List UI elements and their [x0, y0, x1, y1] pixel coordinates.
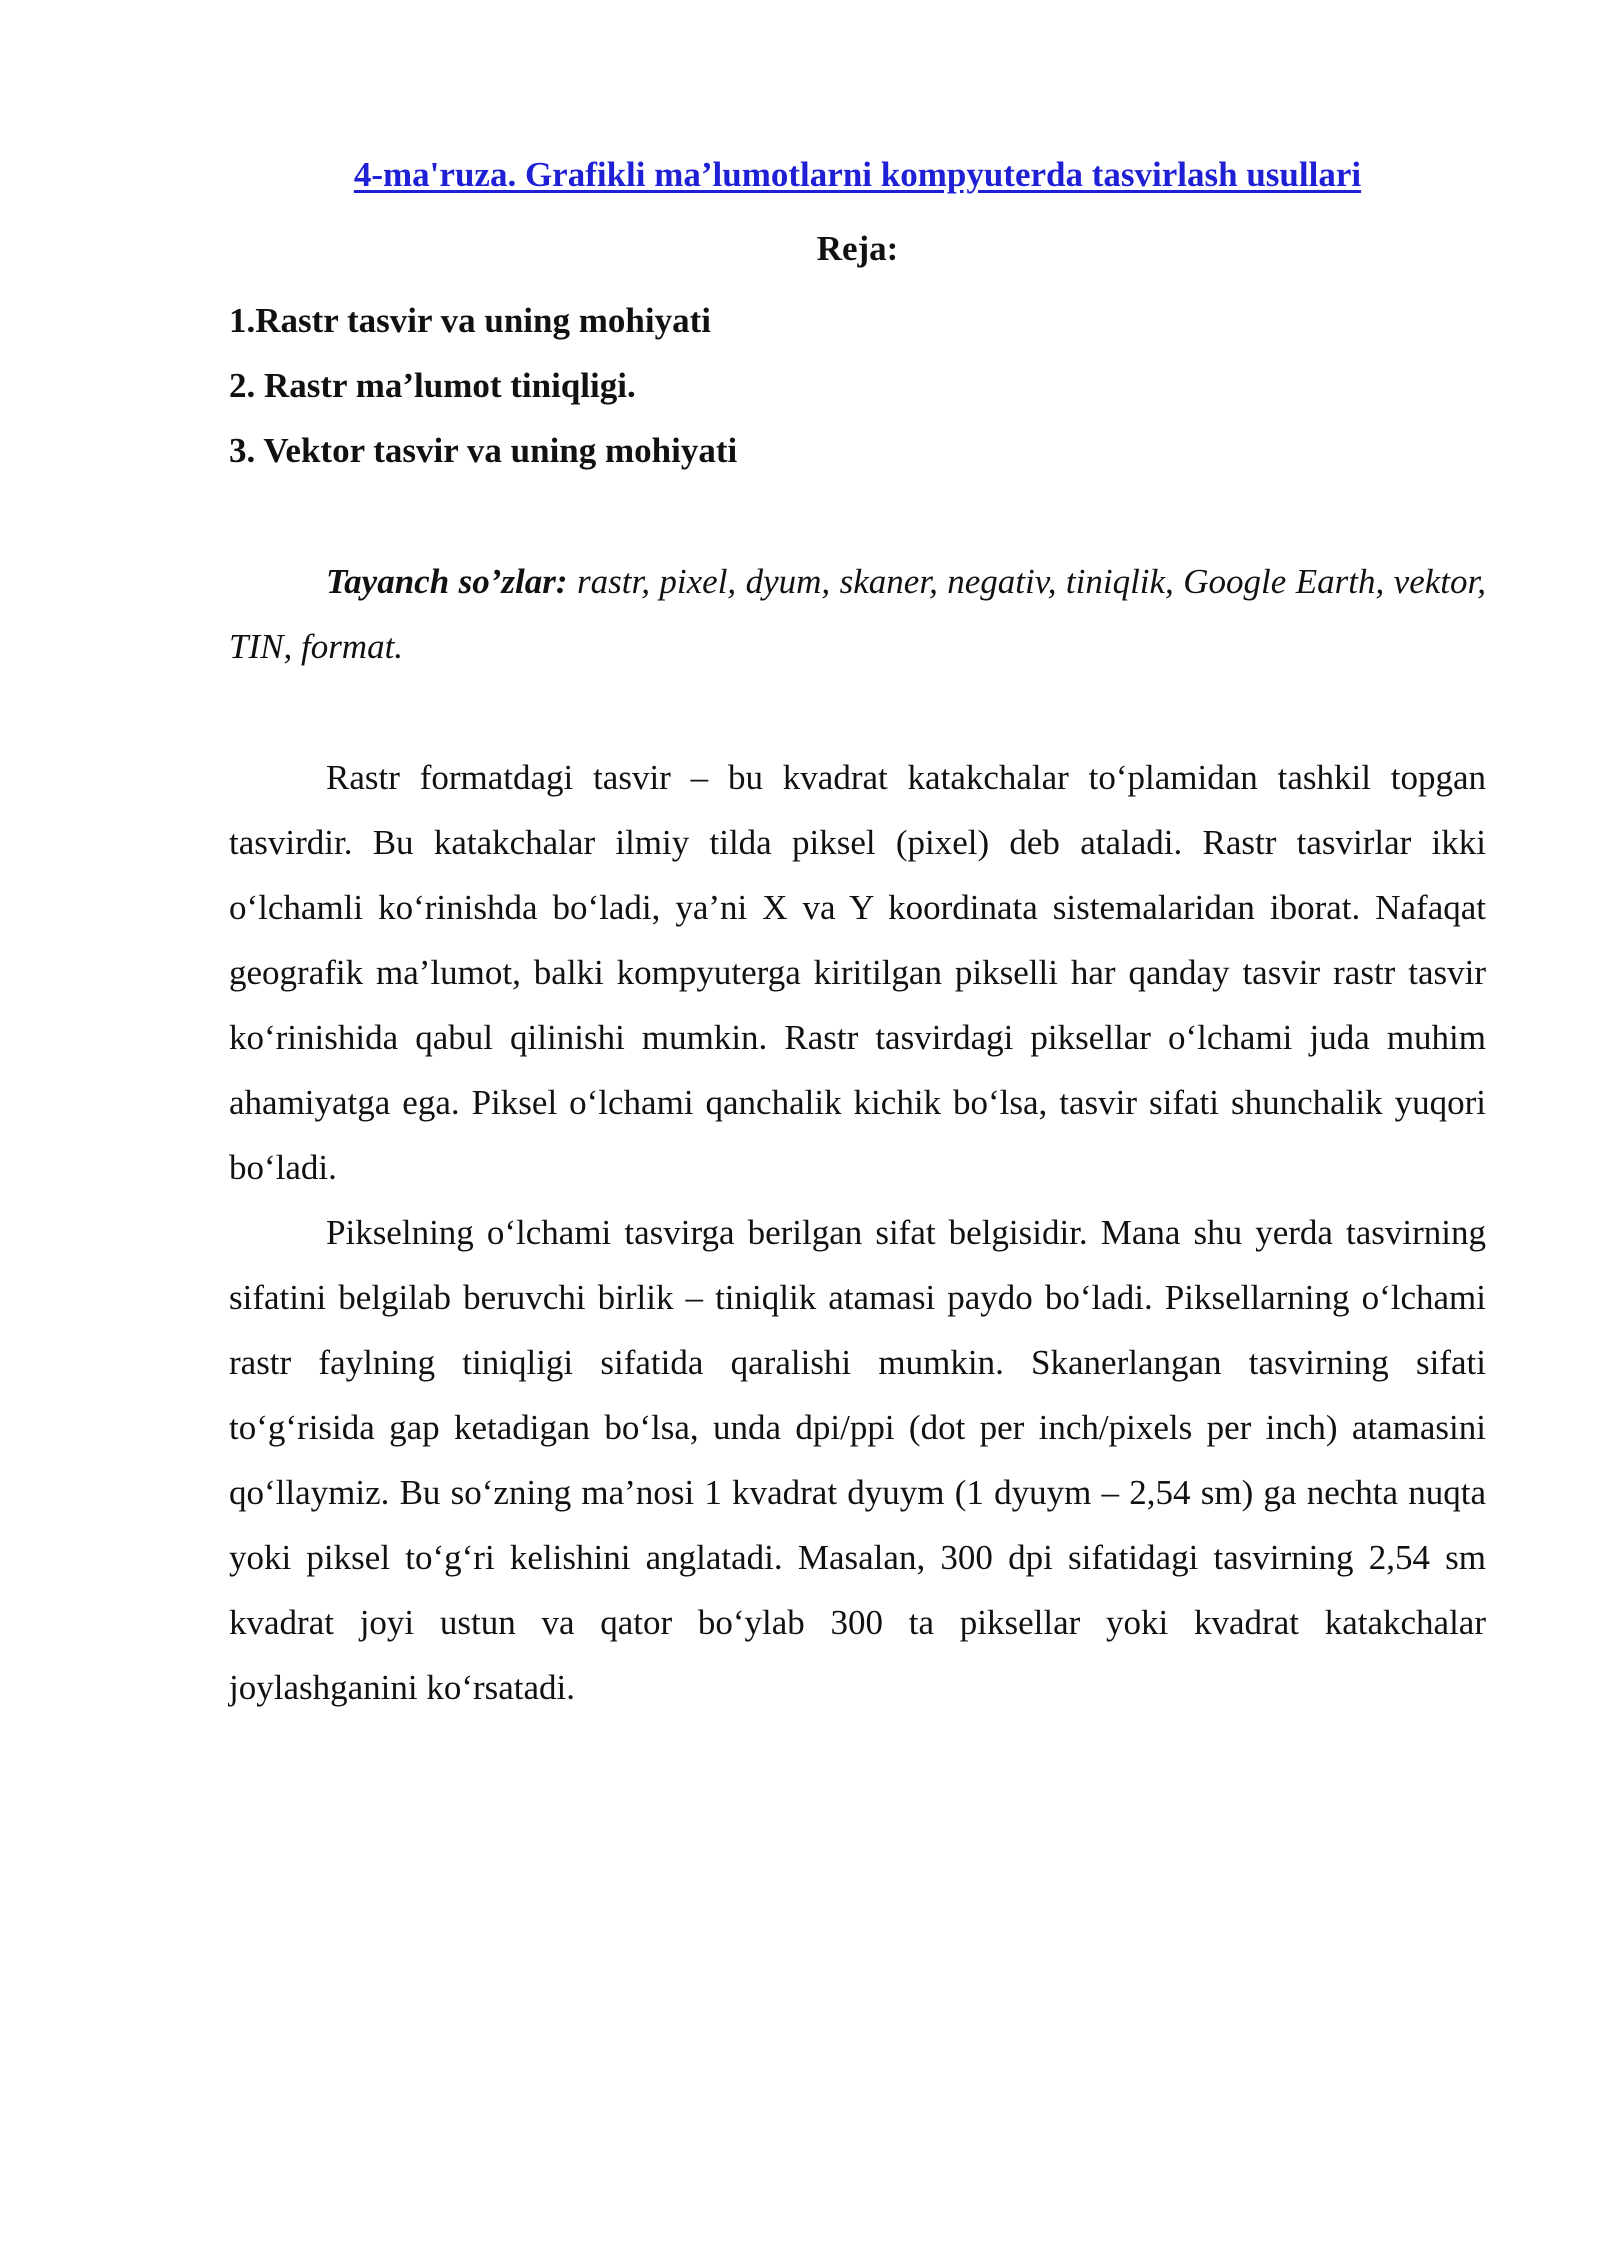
lecture-title — [229, 150, 1486, 200]
plan-item: 3. Vektor tasvir va uning mohiyati — [229, 431, 738, 470]
keywords-text: rastr, pixel, dyum, skaner, negativ, tiniqlik, Google Earth, vektor, TIN, format. — [229, 562, 1486, 666]
plan-item: 2. Rastr ma’lumot tiniqligi. — [229, 366, 636, 405]
plan-heading: Reja: — [816, 229, 899, 268]
plan-list — [229, 288, 1486, 483]
keywords-paragraph — [229, 549, 1486, 679]
keywords-label: Tayanch so’zlar: — [326, 562, 568, 601]
plan-item: 1.Rastr tasvir va uning mohiyati — [229, 301, 711, 340]
body-paragraph: Rastr formatdagi tasvir – bu kvadrat katakchalar to‘plamidan tashkil topgan tasvirdir. Bu katakchalar ilmiy tilda piksel (pixel) deb ataladi. Rastr tasvirlar ikki o‘lchamli ko‘rinishda bo‘ladi, ya’ni X va Y koordinata sistemalaridan iborat. Nafaqat geografik ma’lumot, balki kompyuterga kiritilgan pikselli har qanday tasvir rastr tasvir ko‘rinishida qabul qilinishi mumkin. Rastr tasvirdagi piksellar o‘lchami juda muhim ahamiyatga ega. Piksel o‘lchami qanchalik kichik bo‘lsa, tasvir sifati shunchalik yuqori bo‘ladi. — [229, 758, 1486, 1187]
document-content — [229, 150, 1486, 1720]
body-paragraph: Pikselning o‘lchami tasvirga berilgan sifat belgisidir. Mana shu yerda tasvirning sifatini belgilab beruvchi birlik – tiniqlik atamasi paydo bo‘ladi. Piksellarning o‘lchami rastr faylning tiniqligi sifatida qaralishi mumkin. Skanerlangan tasvirning sifati to‘g‘risida gap ketadigan bo‘lsa, unda dpi/ppi (dot per inch/pixels per inch) atamasini qo‘llaymiz. Bu so‘zning ma’nosi 1 kvadrat dyuym (1 dyuym – 2,54 sm) ga nechta nuqta yoki piksel to‘g‘ri kelishini anglatadi. Masalan, 300 dpi sifatidagi tasvirning 2,54 sm kvadrat joyi ustun va qator bo‘ylab 300 ta piksellar yoki kvadrat katakchalar joylashganini ko‘rsatadi. — [229, 1213, 1486, 1707]
lecture-title-link[interactable]: 4-ma'ruza. Grafikli ma’lumotlarni kompyuterda tasvirlash usullari — [353, 155, 1362, 194]
